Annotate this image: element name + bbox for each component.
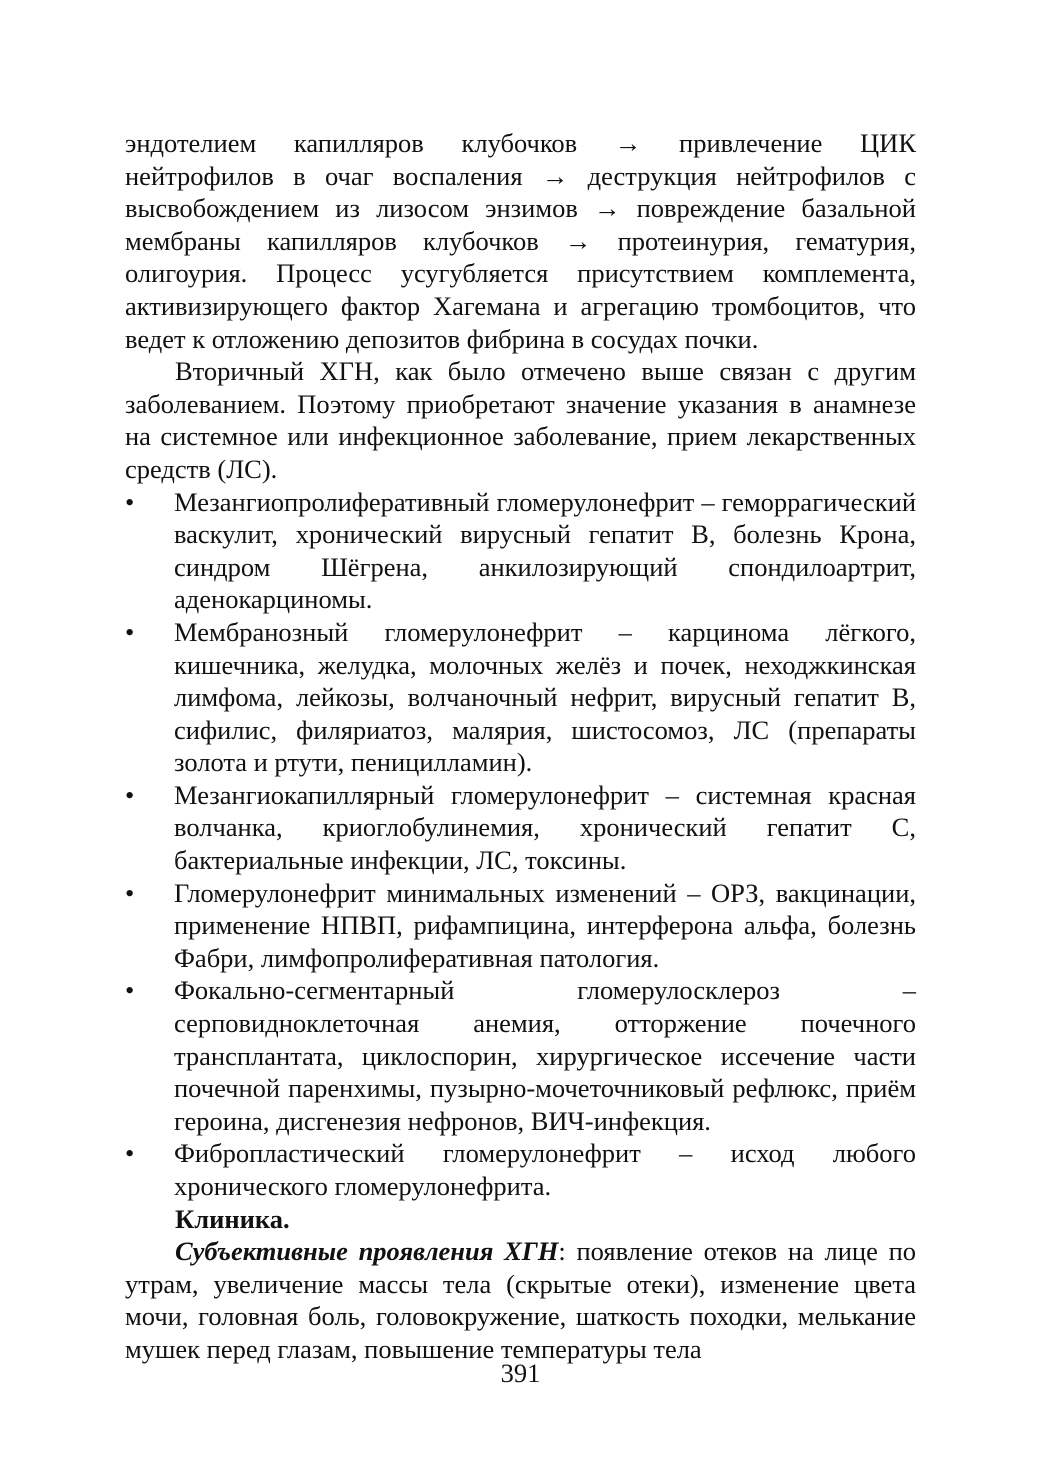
list-item-text: Мезангиокапиллярный гломерулонефрит – системная красная волчанка, криоглобулинемия, хронический гепатит С, бактериальные инфекции, ЛС, токсины. [174,779,916,876]
list-item [125,616,916,779]
list-item [125,486,916,616]
bullet-marker: • [125,975,135,1006]
list-item [125,877,916,975]
bullet-marker: • [125,1138,135,1169]
list-item-text: Гломерулонефрит минимальных изменений – ОРЗ, вакцинации, применение НПВП, рифампицина, интерферона альфа, болезнь Фабри, лимфопролиферативная патология. [174,877,916,973]
subjective-paragraph [125,1235,916,1365]
list-item-text: Мембранозный гломерулонефрит – карцинома лёгкого, кишечника, желудка, молочных желёз и почек, неходжкинская лимфома, лейкозы, волчаночный нефрит, вирусный гепатит В, сифилис, филяриатоз, малярия, шистосомоз, ЛС (препараты золота и ртути, пеницилламин). [174,616,916,778]
subjective-heading: Субъективные проявления ХГН [175,1236,559,1267]
bullet-marker: • [125,779,135,810]
subjective-text: : появление отеков на лице по утрам, увеличение массы тела (скрытые отеки), изменение цвета мочи, головная боль, головокружение, шаткость походки, мелькание мушек перед глазам, повышение температуры тела [125,1236,916,1364]
list-item [125,779,916,877]
causes-list [125,486,916,1203]
list-item-text: Мезангиопролиферативный гломерулонефрит – геморрагический васкулит, хронический вирусный гепатит В, болезнь Крона, синдром Шёгрена, анкилозирующий спондилоартрит, аденокарциномы. [174,486,916,615]
intro-paragraph: эндотелием капилляров клубочков → привлечение ЦИК нейтрофилов в очаг воспаления → деструкция нейтрофилов с высвобождением из лизосом энзимов → повреждение базальной мембраны капилляров клубочков → протеинурия, гематурия, олигоурия. Процесс усугубляется присутствием комплемента, активизирующего фактор Хагемана и агрегацию тромбоцитов, что ведет к отложению депозитов фибрина в сосудах почки. [125,128,916,354]
list-item [125,1137,916,1202]
bullet-marker: • [125,486,135,517]
secondary-gn-paragraph: Вторичный ХГН, как было отмечено выше связан с другим заболеванием. Поэтому приобретают значение указания в анамнезе на системное или инфекционное заболевание, прием лекарственных средств (ЛС). [125,356,916,484]
page-body [125,127,916,1366]
page-number: 391 [500,1358,541,1388]
bullet-marker: • [125,616,135,647]
list-item-text: Фибропластический гломерулонефрит – исход любого хронического гломерулонефрита. [174,1138,916,1201]
list-item-text: Фокально-сегментарный гломерулосклероз – серповидноклеточная анемия, отторжение почечного трансплантата, циклоспорин, хирургическое иссечение части почечной паренхимы, пузырно-мочеточниковый рефлюкс, приём героина, дисгенезия нефронов, ВИЧ-инфекция. [174,975,916,1136]
bullet-marker: • [125,877,135,908]
clinic-heading: Клиника. [175,1203,290,1234]
list-item [125,974,916,1137]
